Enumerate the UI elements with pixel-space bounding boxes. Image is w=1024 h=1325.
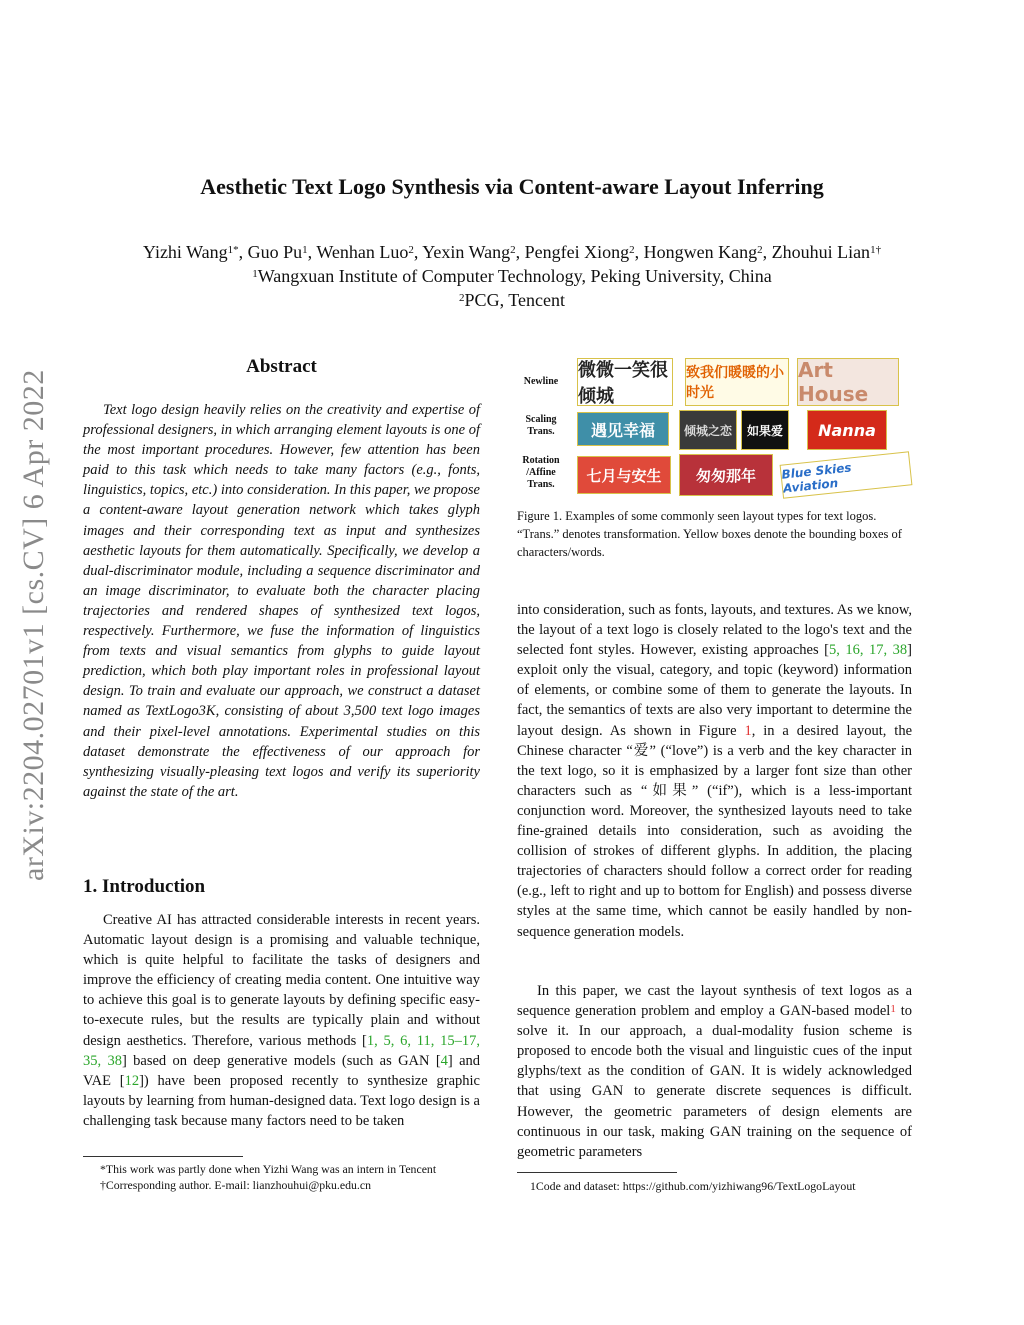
logo-image: Nanna	[807, 410, 887, 450]
abstract-text: Text logo design heavily relies on the creativity and expertise of professional designers, in which arranging element layouts is one of the most important procedures. However, few attention has been paid to this task which needs to take many factors (e.g., fonts, linguistics, topics, etc.) into consideration. In this paper, we propose a content-aware layout generation network which takes glyph images and their corresponding text as input and synthesizes aesthetic layouts for them automatically. Specifically, we develop a dual-discriminator module, including a sequence discriminator and an image discriminator, to evaluate both the character placing trajectories and rendered shapes of synthesized text logos, respectively. Furthermore, we fuse the information of linguistics from texts and visual semantics from glyphs to guide layout prediction, which both play important roles in professional layout design. To train and evaluate our approach, we construct a dataset named as TextLogo3K, consisting of about 3,500 text logo images and their pixel-level annotations. Experimental studies on this dataset demonstrate the effectiveness of our approach for synthesizing visually-pleasing text logos and verify its superiority against the state of the art.	[83, 402, 480, 800]
footnote-left: *This work was partly done when Yizhi Wang was an intern in Tencent †Corresponding author. E-mail: lianzhouhui@pku.edu.cn	[100, 1162, 437, 1192]
intro-paragraph-right-1: into consideration, such as fonts, layouts, and textures. As we know, the layout of a text logo is closely related to the logo's text and the selected font styles. However, existing approaches [5, 16, 17, 38] exploit only the visual, category, and topic (keyword) information of elements, or combine some of them to generate the layouts. In fact, the semantics of texts are also very important to determine the layout design. As shown in Figure 1, in a desired layout, the Chinese character “爱” (“love”) is a verb and the key character in the text logo, so it is emphasized by a larger font size than other characters such as “如果” (“if”), which is a less-important conjunction word. Moreover, the synthesized layouts need to take fine-grained details into consideration, such as avoiding the collision of strokes of different glyphs. In addition, the placing trajectories of characters should follow a correct order for reading (e.g., left to right and up to bottom for English) and possess diverse styles at the same time, which cannot be easily handled by non-sequence generation models.	[517, 602, 912, 940]
author-list: Yizhi Wang$^{1*}$, Guo Pu$^1$, Wenhan Luo$^2$, Yexin Wang$^2$, Pengfei Xiong$^2$, Hongwen Kang$^2$, Zhouhui Lian$^{1\dagger}$	[142, 242, 882, 262]
footnote-rule-right	[517, 1172, 677, 1173]
affiliation-2: $^2$PCG, Tencent	[459, 290, 565, 310]
citation-link[interactable]: 1, 5, 6, 11, 15–17, 35, 38	[83, 1032, 480, 1069]
logo-image: Art House	[797, 358, 899, 406]
logo-image: 微微一笑很倾城	[577, 358, 673, 406]
figure-row-newline	[517, 358, 912, 406]
abstract-heading: Abstract	[246, 356, 317, 377]
logo-image: 匆匆那年	[679, 454, 773, 496]
logo-image: 如果爱	[741, 410, 789, 450]
arxiv-watermark: arXiv:2204.02701v1 [cs.CV] 6 Apr 2022	[17, 369, 50, 881]
footnote-right: 1Code and dataset: https://github.com/yizhiwang96/TextLogoLayout	[530, 1179, 856, 1193]
citation-link[interactable]: 12	[124, 1072, 140, 1089]
figure-caption: Figure 1. Examples of some commonly seen layout types for text logos. “Trans.” denotes transformation. Yellow boxes denote the bounding boxes of characters/words.	[517, 509, 902, 559]
row-label: Scaling Trans.	[525, 414, 557, 437]
paper-title: Aesthetic Text Logo Synthesis via Content-aware Layout Inferring	[200, 174, 824, 199]
logo-image: 致我们暖暖的小时光	[685, 358, 789, 406]
citation-link[interactable]: 5, 16, 17, 38	[828, 642, 908, 659]
row-label: Newline	[523, 376, 559, 387]
intro-heading: 1. Introduction	[83, 876, 206, 897]
row-label: Rotation /Affine Trans.	[522, 455, 560, 490]
footnote-rule-left	[83, 1156, 243, 1157]
logo-image: 倾城之恋	[679, 410, 737, 450]
logo-image: 遇见幸福	[577, 412, 669, 446]
logo-image: 七月与安生	[577, 456, 671, 494]
figure-row-rotation	[517, 452, 912, 500]
intro-paragraph-right-2: In this paper, we cast the layout synthesis of text logos as a sequence generation problem and employ a GAN-based model$^1$ to solve it. In our approach, a dual-modality fusion scheme is proposed to encode both the visual and linguistic cues of the input glyphs/text as the condition of GAN. It is widely acknowledged that using GAN to generate discrete sequences is difficult. However, the geometric parameters of design elements are continuous in our task, making GAN training on the sequence of geometric parameters	[517, 983, 913, 1160]
author-block	[0, 240, 1024, 312]
intro-paragraph-1: Creative AI has attracted considerable interests in recent years. Automatic layout design is a promising and valuable technique, which is quite helpful to facilitate the tasks of designers and improve the efficiency of creating media content. One intuitive way to achieve this goal is to generate layouts by defining specific easy-to-execute rules, but the results are typically plain and without design aesthetics. Therefore, various methods [1, 5, 6, 11, 15–17, 35, 38] based on deep generative models (such as GAN [4] and VAE [12]) have been proposed recently to synthesize graphic layouts by learning from human-designed data. Text logo design is a challenging task because many factors need to be taken	[83, 912, 481, 1129]
figure-link[interactable]: 1	[744, 722, 752, 739]
figure-row-scaling	[517, 408, 912, 456]
logo-image: Blue Skies Aviation	[780, 451, 913, 498]
citation-link[interactable]: 4	[440, 1052, 448, 1069]
affiliation-1: $^1$Wangxuan Institute of Computer Technology, Peking University, China	[252, 266, 772, 286]
footnote-link[interactable]: 1	[890, 1003, 896, 1016]
